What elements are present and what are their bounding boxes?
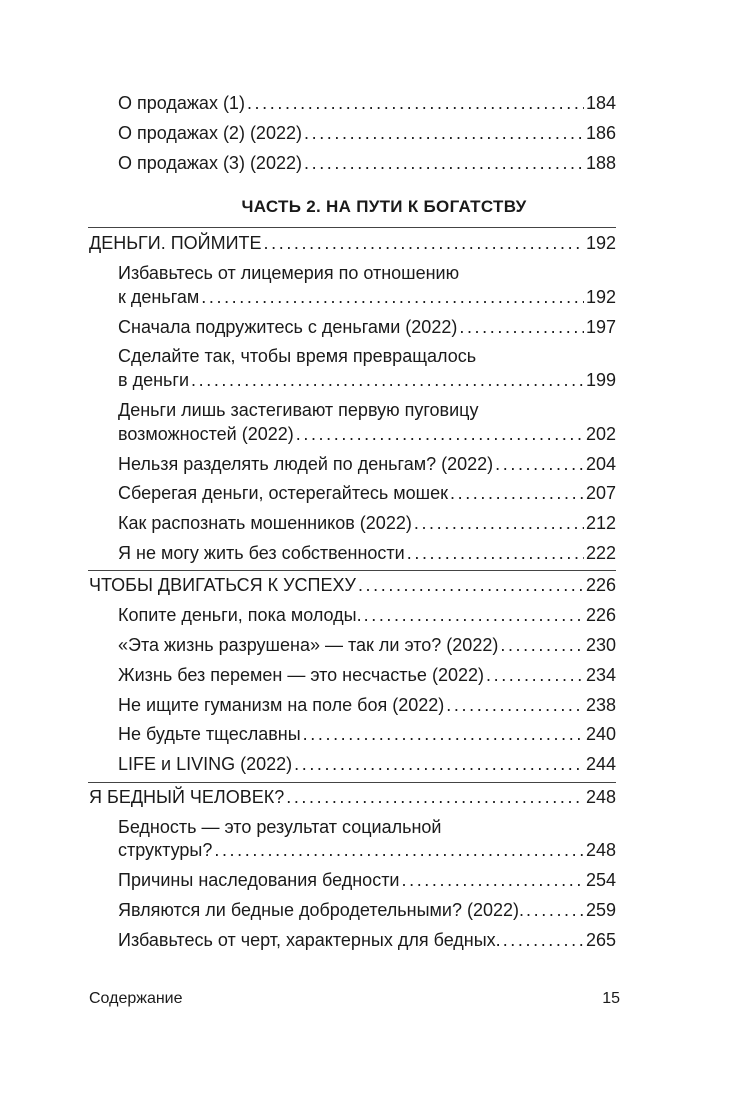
toc-entry-title: Жизнь без перемен — это несчастье (2022)	[118, 665, 484, 685]
toc-section-title: Я БЕДНЫЙ ЧЕЛОВЕК?	[89, 787, 285, 807]
dot-leader	[303, 721, 584, 747]
toc-entry[interactable]	[118, 120, 616, 146]
toc-entry-title: Являются ли бедные добродетельными? (2022).	[118, 900, 525, 920]
toc-section-title: ЧТОБЫ ДВИГАТЬСЯ К УСПЕХУ	[89, 575, 356, 595]
dot-leader	[486, 662, 584, 688]
dot-leader	[201, 284, 584, 310]
page-number: 15	[602, 990, 620, 1007]
toc-entry-title: в деньги	[118, 370, 190, 390]
running-footer-section: Содержание	[89, 990, 183, 1007]
toc-entry-page: 230	[585, 635, 616, 655]
toc-entry-title: LIFE и LIVING (2022)	[118, 754, 293, 774]
toc-entry-page: 186	[585, 123, 616, 143]
toc-entry-title-line1[interactable]: Бедность — это результат социальной	[118, 817, 442, 837]
toc-entry-title: Копите деньги, пока молоды.	[118, 605, 362, 625]
dot-leader	[294, 751, 584, 777]
part-heading: ЧАСТЬ 2. НА ПУТИ К БОГАТСТВУ	[241, 197, 527, 216]
toc-entry[interactable]	[118, 480, 616, 506]
toc-entry-title: Я не могу жить без собственности	[118, 543, 405, 563]
toc-entry-page: 184	[585, 93, 616, 113]
dot-leader	[214, 837, 584, 863]
toc-entry[interactable]	[118, 837, 616, 863]
dot-leader	[247, 90, 584, 116]
toc-entry-title: «Эта жизнь разрушена» — так ли это? (2022)	[118, 635, 499, 655]
toc-entry[interactable]	[118, 314, 616, 340]
toc-entry[interactable]	[118, 451, 616, 477]
toc-entry-page: 234	[585, 665, 616, 685]
toc-entry-title: Не ищите гуманизм на поле боя (2022)	[118, 695, 445, 715]
toc-entry[interactable]	[118, 721, 616, 747]
dot-leader	[526, 897, 584, 923]
toc-entry-page: 204	[585, 454, 616, 474]
toc-entry-page: 240	[585, 724, 616, 744]
dot-leader	[450, 480, 584, 506]
toc-section-page: 226	[585, 575, 616, 595]
toc-entry-page: 197	[585, 317, 616, 337]
toc-entry[interactable]	[118, 662, 616, 688]
toc-entry[interactable]	[118, 367, 616, 393]
toc-entry-page: 259	[585, 900, 616, 920]
dot-leader	[503, 927, 584, 953]
toc-entry-page: 202	[585, 424, 616, 444]
dot-leader	[358, 572, 584, 598]
dot-leader	[459, 314, 584, 340]
toc-entry-title: Сначала подружитесь с деньгами (2022)	[118, 317, 458, 337]
dot-leader	[407, 540, 584, 566]
dot-leader	[264, 230, 584, 256]
toc-section[interactable]	[89, 784, 616, 810]
toc-entry-page: 226	[585, 605, 616, 625]
toc-entry-page: 248	[585, 840, 616, 860]
dot-leader	[495, 451, 584, 477]
toc-entry-title: Сберегая деньги, остерегайтесь мошек	[118, 483, 448, 503]
toc-entry-page: 207	[585, 483, 616, 503]
toc-entry-title: Причины наследования бедности	[118, 870, 400, 890]
dot-leader	[304, 150, 584, 176]
dot-leader	[286, 784, 584, 810]
toc-entry-page: 265	[585, 930, 616, 950]
toc-entry[interactable]	[118, 897, 616, 923]
toc-entry-page: 222	[585, 543, 616, 563]
toc-entry-page: 188	[585, 153, 616, 173]
toc-entry-page: 212	[585, 513, 616, 533]
toc-entry-title: Не будьте тщеславны	[118, 724, 301, 744]
toc-section[interactable]	[89, 230, 616, 256]
section-divider	[88, 227, 616, 228]
dot-leader	[364, 602, 584, 628]
toc-section-title: ДЕНЬГИ. ПОЙМИТЕ	[89, 233, 262, 253]
toc-section[interactable]	[89, 572, 616, 598]
toc-entry[interactable]	[118, 150, 616, 176]
dot-leader	[446, 692, 584, 718]
toc-entry[interactable]	[118, 692, 616, 718]
toc-entry-title-line1[interactable]: Сделайте так, чтобы время превращалось	[118, 346, 477, 366]
toc-entry-title: Избавьтесь от черт, характерных для бедных.	[118, 930, 501, 950]
toc-entry-title: к деньгам	[118, 287, 200, 307]
toc-entry[interactable]	[118, 602, 616, 628]
toc-entry[interactable]	[118, 540, 616, 566]
section-divider	[88, 570, 616, 571]
dot-leader	[304, 120, 584, 146]
toc-entry-page: 244	[585, 754, 616, 774]
toc-entry[interactable]	[118, 284, 616, 310]
toc-section-page: 248	[585, 787, 616, 807]
toc-entry-title-line1[interactable]: Деньги лишь застегивают первую пуговицу	[118, 400, 479, 420]
dot-leader	[414, 510, 584, 536]
toc-entry-title: Нельзя разделять людей по деньгам? (2022)	[118, 454, 494, 474]
toc-entry[interactable]	[118, 90, 616, 116]
toc-entry[interactable]	[118, 632, 616, 658]
toc-entry-title: О продажах (3) (2022)	[118, 153, 302, 173]
dot-leader	[500, 632, 584, 658]
dot-leader	[402, 867, 584, 893]
toc-entry[interactable]	[118, 927, 616, 953]
toc-entry-page: 192	[585, 287, 616, 307]
toc-entry-title: О продажах (2) (2022)	[118, 123, 302, 143]
toc-section-page: 192	[585, 233, 616, 253]
section-divider	[88, 782, 616, 783]
dot-leader	[296, 421, 584, 447]
toc-entry-title: возможностей (2022)	[118, 424, 294, 444]
toc-entry[interactable]	[118, 510, 616, 536]
toc-entry-title: О продажах (1)	[118, 93, 245, 113]
toc-entry-title-line1[interactable]: Избавьтесь от лицемерия по отношению	[118, 263, 460, 283]
toc-entry-page: 199	[585, 370, 616, 390]
toc-entry[interactable]	[118, 867, 616, 893]
dot-leader	[191, 367, 584, 393]
toc-entry-page: 254	[585, 870, 616, 890]
toc-entry[interactable]	[118, 421, 616, 447]
toc-entry-title: структуры?	[118, 840, 213, 860]
toc-entry-title: Как распознать мошенников (2022)	[118, 513, 412, 533]
toc-entry[interactable]	[118, 751, 616, 777]
toc-entry-page: 238	[585, 695, 616, 715]
